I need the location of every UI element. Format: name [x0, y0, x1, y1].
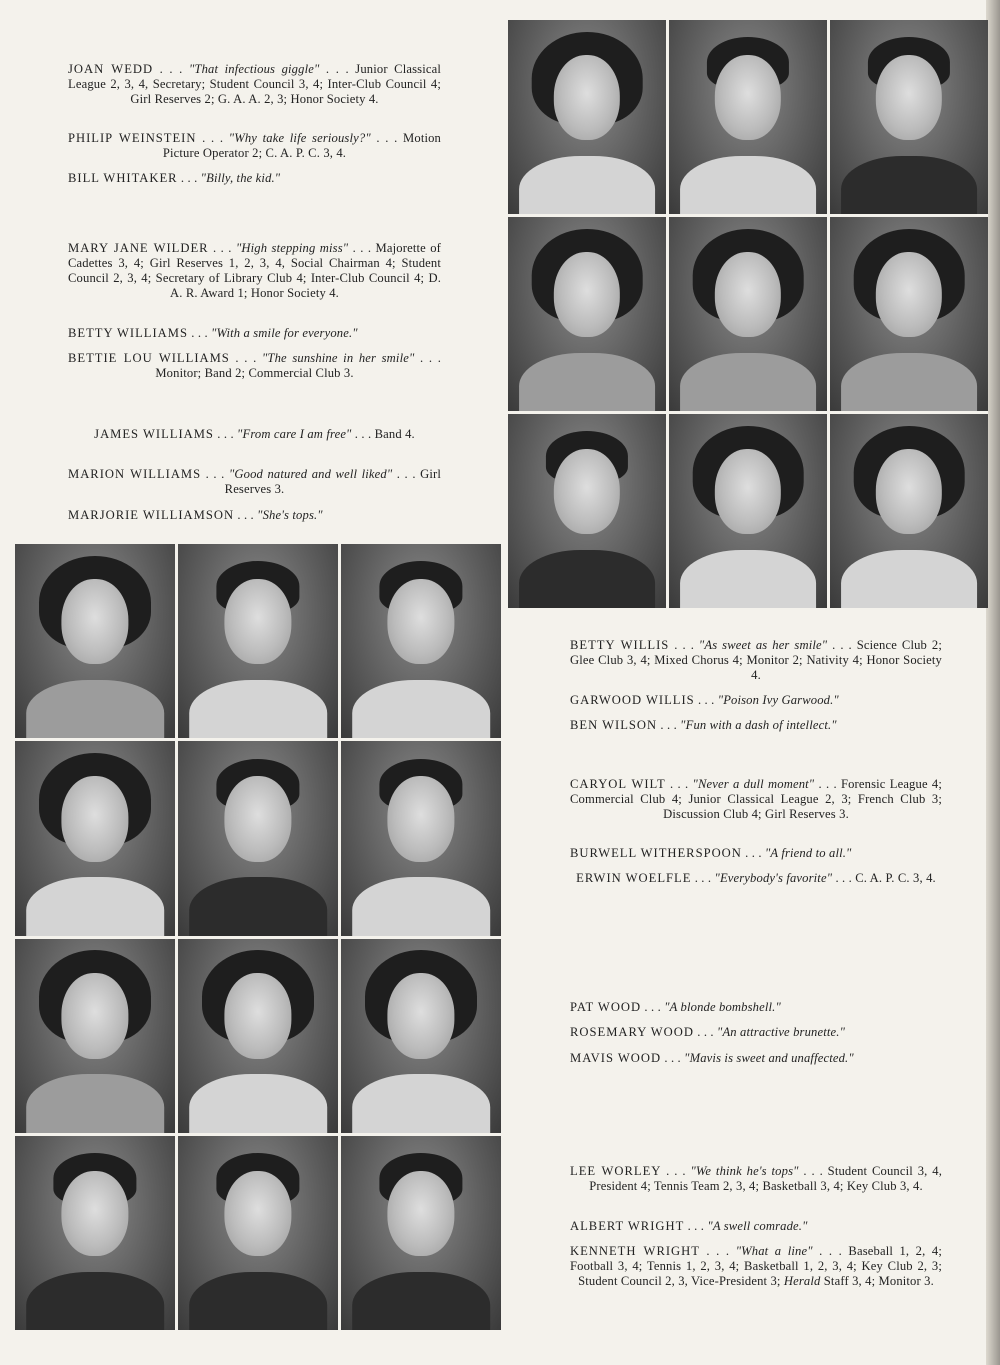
entry-james-williams: JAMES WILLIAMS . . . "From care I am free" . . . Band 4. — [94, 427, 415, 441]
entry-betty-williams: BETTY WILLIAMS . . . "With a smile for everyone." — [68, 326, 358, 340]
entry-activities: . . . Girl Reserves 3. — [224, 467, 441, 496]
entry-name: BILL WHITAKER — [68, 171, 178, 185]
entry-bettie-lou-williams: BETTIE LOU WILLIAMS . . . "The sunshine in her smile" . . . Monitor; Band 2; Commercial Club 3. — [68, 351, 442, 380]
entry-quote: "That infectious giggle" — [188, 62, 320, 76]
student-photo — [830, 217, 988, 411]
entry-mavis-wood: MAVIS WOOD . . . "Mavis is sweet and unaffected." — [570, 1051, 854, 1065]
student-photo — [341, 1136, 501, 1330]
entry-name: ERWIN WOELFLE — [576, 871, 692, 885]
entry-name: BETTIE LOU WILLIAMS — [68, 351, 230, 365]
entry-quote: "Everybody's favorite" — [714, 871, 833, 885]
entry-activities: . . . Baseball 1, 2, 4; Football 3, 4; Tennis 1, 2, 3, 4; Basketball 1, 2, 3, 4; Key Club 2, 3; Student Council 2, 3, Vice-President 3; — [570, 1244, 942, 1288]
entry-quote: "Mavis is sweet and unaffected." — [684, 1051, 854, 1065]
entry-name: BETTY WILLIS — [570, 638, 670, 652]
entry-rosemary-wood: ROSEMARY WOOD . . . "An attractive brunette." — [570, 1025, 846, 1039]
entry-quote: "Poison Ivy Garwood." — [717, 693, 839, 707]
entry-quote: "A blonde bombshell." — [664, 1000, 781, 1014]
entry-quote: "High stepping miss" — [235, 241, 349, 255]
entry-caryol-wilt: CARYOL WILT . . . "Never a dull moment" . . . Forensic League 4; Commercial Club 4; Junior Classical League 2, 3; French Club 3; Discussion Club 4; Girl Reserves 3. — [570, 777, 942, 821]
entry-burwell-witherspoon: BURWELL WITHERSPOON . . . "A friend to all." — [570, 846, 852, 860]
student-photo — [15, 544, 175, 738]
entry-activities: . . . Band 4. — [351, 427, 415, 441]
entry-kenneth-wright: KENNETH WRIGHT . . . "What a line" . . . Baseball 1, 2, 4; Football 3, 4; Tennis 1, 2, 3, 4; Basketball 1, 2, 3, 4; Key Club 2, 3; Student Council 2, 3, Vice-President 3; Herald Staff 3, 4; Monitor 3. — [570, 1244, 942, 1288]
photo-grid-top-right — [508, 20, 988, 608]
entry-betty-willis: BETTY WILLIS . . . "As sweet as her smile" . . . Science Club 2; Glee Club 3, 4; Mixed Chorus 4; Monitor 2; Nativity 4; Honor Society 4. — [570, 638, 943, 682]
entry-quote: "Billy, the kid." — [200, 171, 281, 185]
entry-bill-whitaker: BILL WHITAKER . . . "Billy, the kid." — [68, 171, 281, 185]
photo-grid-bottom-left — [15, 544, 501, 1330]
student-photo — [178, 741, 338, 935]
entry-italic-word: Herald — [783, 1274, 821, 1288]
entry-name: PAT WOOD — [570, 1000, 642, 1014]
entry-philip-weinstein: PHILIP WEINSTEIN . . . "Why take life seriously?" . . . Motion Picture Operator 2; C. A. P. C. 3, 4. — [68, 131, 442, 160]
entry-quote: "An attractive brunette." — [717, 1025, 846, 1039]
entry-name: JAMES WILLIAMS — [94, 427, 214, 441]
entry-quote: "Fun with a dash of intellect." — [680, 718, 837, 732]
entry-name: MAVIS WOOD — [570, 1051, 662, 1065]
student-photo — [508, 217, 666, 411]
entry-activities: . . . Majorette of Cadettes 3, 4; Girl Reserves 1, 2, 3, 4, Social Chairman 4; Student Council 2, 3, 4; Secretary of Library Club 4; Inter-Club Council 4; D. A. R. Award 1; Honor Society 4. — [68, 241, 442, 300]
entry-activities: . . . Student Council 3, 4, President 4; Tennis Team 2, 3, 4; Basketball 3, 4; Key Club 3, 4. — [589, 1164, 943, 1193]
entry-lee-worley: LEE WORLEY . . . "We think he's tops" . . . Student Council 3, 4, President 4; Tennis Team 2, 3, 4; Basketball 3, 4; Key Club 3, 4. — [570, 1164, 943, 1193]
entry-quote: "Good natured and well liked" — [228, 467, 393, 481]
entry-quote: "The sunshine in her smile" — [261, 351, 415, 365]
entry-name: MARION WILLIAMS — [68, 467, 202, 481]
entry-name: MARY JANE WILDER — [68, 241, 209, 255]
entry-quote: "A friend to all." — [764, 846, 852, 860]
entry-name: CARYOL WILT — [570, 777, 666, 791]
student-photo — [669, 217, 827, 411]
entry-ben-wilson: BEN WILSON . . . "Fun with a dash of intellect." — [570, 718, 837, 732]
entry-name: LEE WORLEY — [570, 1164, 662, 1178]
entry-quote: "Why take life seriously?" — [228, 131, 371, 145]
student-photo — [341, 741, 501, 935]
student-photo — [830, 414, 988, 608]
entry-mary-jane-wilder: MARY JANE WILDER . . . "High stepping miss" . . . Majorette of Cadettes 3, 4; Girl Reserves 1, 2, 3, 4, Social Chairman 4; Student Council 2, 3, 4; Secretary of Library Club 4; Inter-Club Council 4; D. A. R. Award 1; Honor Society 4. — [68, 241, 442, 300]
student-photo — [669, 20, 827, 214]
entry-albert-wright: ALBERT WRIGHT . . . "A swell comrade." — [570, 1219, 808, 1233]
entry-quote: "She's tops." — [257, 508, 323, 522]
entry-quote: "Never a dull moment" — [692, 777, 815, 791]
entry-activities: . . . Forensic League 4; Commercial Club 4; Junior Classical League 2, 3; French Club 3; Discussion Club 4; Girl Reserves 3. — [570, 777, 942, 821]
entry-name: BURWELL WITHERSPOON — [570, 846, 742, 860]
entry-quote: "As sweet as her smile" — [698, 638, 828, 652]
student-photo — [178, 1136, 338, 1330]
entry-marion-williams: MARION WILLIAMS . . . "Good natured and well liked" . . . Girl Reserves 3. — [68, 467, 441, 496]
entry-activities: . . . Monitor; Band 2; Commercial Club 3. — [155, 351, 442, 380]
entry-name: JOAN WEDD — [68, 62, 154, 76]
entry-marjorie-williamson: MARJORIE WILLIAMSON . . . "She's tops." — [68, 508, 323, 522]
entry-name: KENNETH WRIGHT — [570, 1244, 700, 1258]
entry-name: ROSEMARY WOOD — [570, 1025, 694, 1039]
student-photo — [341, 544, 501, 738]
entry-joan-wedd: JOAN WEDD . . . "That infectious giggle" . . . Junior Classical League 2, 3, 4, Secretary; Student Council 3, 4; Inter-Club Council 4; Girl Reserves 2; G. A. A. 2, 3; Honor Society 4. — [68, 62, 441, 106]
entry-name: BEN WILSON — [570, 718, 658, 732]
entry-activities: . . . Science Club 2; Glee Club 3, 4; Mixed Chorus 4; Monitor 2; Nativity 4; Honor Society 4. — [570, 638, 943, 682]
student-photo — [830, 20, 988, 214]
entry-garwood-willis: GARWOOD WILLIS . . . "Poison Ivy Garwood." — [570, 693, 839, 707]
student-photo — [508, 414, 666, 608]
entry-quote: "A swell comrade." — [707, 1219, 808, 1233]
student-photo — [178, 939, 338, 1133]
entry-name: ALBERT WRIGHT — [570, 1219, 685, 1233]
student-photo — [341, 939, 501, 1133]
student-photo — [178, 544, 338, 738]
entry-name: MARJORIE WILLIAMSON — [68, 508, 235, 522]
entry-name: BETTY WILLIAMS — [68, 326, 188, 340]
entry-quote: "With a smile for everyone." — [211, 326, 358, 340]
student-photo — [15, 741, 175, 935]
entry-quote: "We think he's tops" — [690, 1164, 799, 1178]
entry-name: GARWOOD WILLIS — [570, 693, 695, 707]
student-photo — [15, 939, 175, 1133]
student-photo — [669, 414, 827, 608]
entry-name: PHILIP WEINSTEIN — [68, 131, 197, 145]
entry-quote: "From care I am free" — [237, 427, 352, 441]
entry-quote: "What a line" — [735, 1244, 813, 1258]
entry-activities: . . . C. A. P. C. 3, 4. — [832, 871, 936, 885]
student-photo — [15, 1136, 175, 1330]
page-edge — [986, 0, 1000, 1365]
entry-erwin-woelfle: ERWIN WOELFLE . . . "Everybody's favorite" . . . C. A. P. C. 3, 4. — [576, 871, 936, 885]
entry-pat-wood: PAT WOOD . . . "A blonde bombshell." — [570, 1000, 781, 1014]
entry-activities: . . . Junior Classical League 2, 3, 4, Secretary; Student Council 3, 4; Inter-Club Council 4; Girl Reserves 2; G. A. A. 2, 3; Honor Society 4. — [68, 62, 441, 106]
entry-activities-cont: Staff 3, 4; Monitor 3. — [820, 1274, 934, 1288]
student-photo — [508, 20, 666, 214]
entry-activities: . . . Motion Picture Operator 2; C. A. P. C. 3, 4. — [162, 131, 442, 160]
